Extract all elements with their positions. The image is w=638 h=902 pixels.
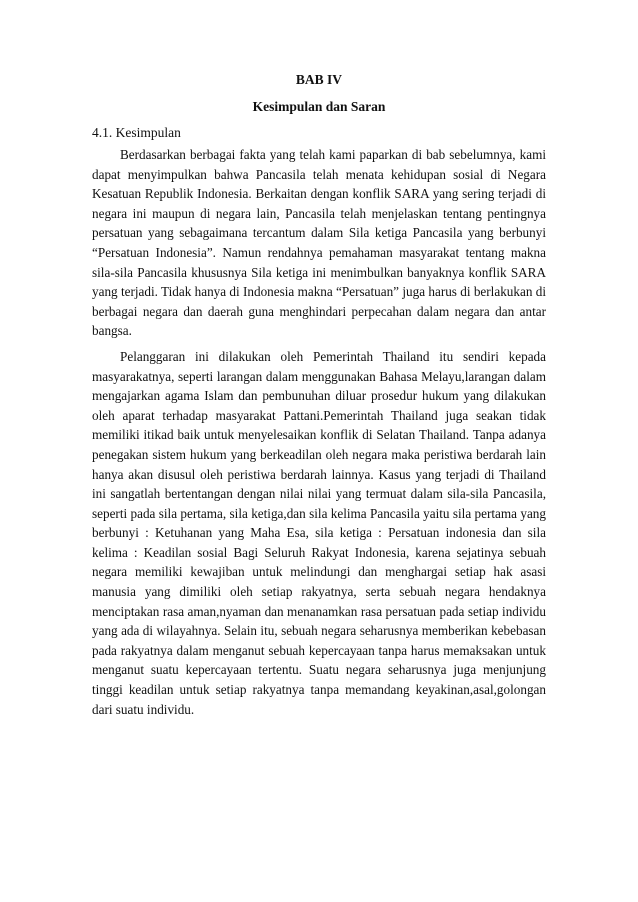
section-heading: 4.1. Kesimpulan: [92, 125, 181, 140]
chapter-title: Kesimpulan dan Saran: [252, 99, 386, 114]
chapter-heading: BAB IV: [295, 72, 343, 87]
paragraph-conclusion-2: Pelanggaran ini dilakukan oleh Pemerintah Thailand itu sendiri kepada masyarakatnya, seperti larangan dalam menggunakan Bahasa Melayu,larangan dalam mengajarkan agama Islam dan pembunuhan diluar prosedur hukum yang dilakukan oleh aparat terhadap masyarakat Pattani.Pemerintah Thailand juga seakan tidak memiliki itikad baik untuk menyelesaikan konflik di Selatan Thailand. Tanpa adanya penegakan sistem hukum yang berkeadilan oleh negara maka peristiwa berdarah lain hanya akan disusul oleh peristiwa berdarah lainnya. Kasus yang terjadi di Thailand ini sangatlah bertentangan dengan nilai nilai yang termuat dalam sila-sila Pancasila, seperti pada sila pertama, sila ketiga,dan sila kelima Pancasila yaitu sila pertama yang berbunyi : Ketuhanan yang Maha Esa, sila ketiga : Persatuan indonesia dan sila kelima : Keadilan sosial Bagi Seluruh Rakyat Indonesia, karena sejatinya sebuah negara memiliki kewajiban untuk melindungi dan menghargai setiap hak asasi manusia yang dimiliki oleh setiap rakyatnya, serta sebuah negara hendaknya menciptakan rasa aman,nyaman dan menanamkan rasa persatuan pada setiap individu yang ada di wilayahnya. Selain itu, sebuah negara seharusnya memberikan kebebasan pada rakyatnya dalam menganut sebuah kepercayaan tanpa harus memaksakan untuk menganut suatu kepercayaan tertentu. Suatu negara seharusnya juga menjunjung tinggi keadilan untuk setiap rakyatnya tanpa memandang keyakinan,asal,golongan dari suatu individu.: [92, 348, 546, 717]
paragraph-conclusion-1: Berdasarkan berbagai fakta yang telah kami paparkan di bab sebelumnya, kami dapat menyimpulkan bahwa Pancasila telah menata kehidupan sosial di Negara Kesatuan Republik Indonesia. Berkaitan dengan konflik SARA yang sering terjadi di negara ini maupun di negara lain, Pancasila telah menjelaskan tentang pentingnya persatuan yang sebagaimana tercantum dalam Sila ketiga Pancasila yang berbunyi “Persatuan Indonesia”. Namun rendahnya pemahaman masyarakat tentang makna sila-sila Pancasila khususnya Sila ketiga ini menimbulkan banyaknya konflik SARA yang terjadi. Tidak hanya di Indonesia makna “Persatuan” juga harus di berlakukan di berbagai negara dan daerah guna menghindari perpecahan dalam negara dan antar bangsa.: [92, 147, 546, 339]
document-page: [92, 72, 546, 725]
